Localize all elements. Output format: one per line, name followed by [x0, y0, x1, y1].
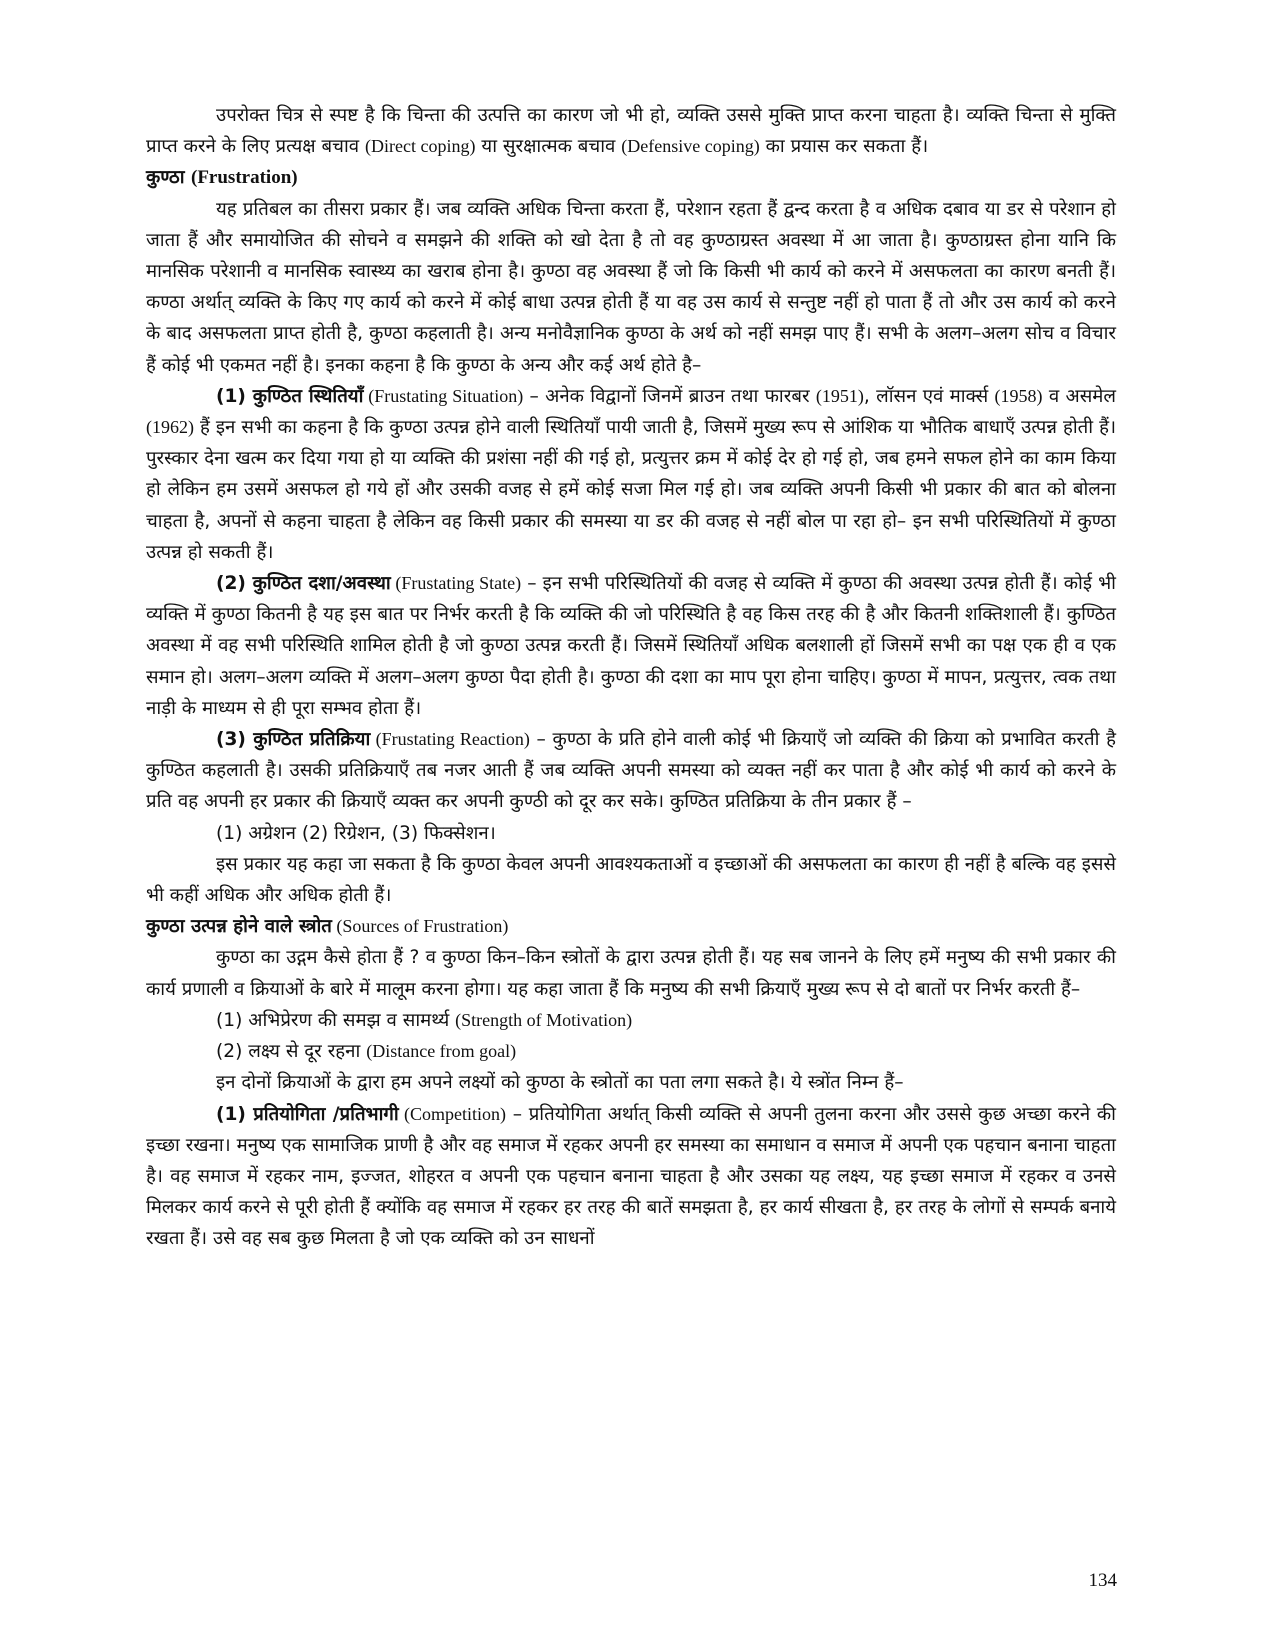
subsection-competition — [146, 1099, 1116, 1255]
subsection-english-term: (Frustating Reaction) — [370, 729, 530, 750]
subsection-english-term: (Competition) — [398, 1103, 507, 1124]
list-item — [146, 1005, 1116, 1036]
list-item — [146, 1036, 1116, 1067]
heading-hindi: कुण्ठा उत्पन्न होने वाले स्त्रोत — [146, 916, 332, 938]
heading-english: (Frustration) — [191, 167, 298, 189]
subsection-english-term: (Frustating State) — [390, 573, 522, 594]
direct-coping-term: (Direct coping) — [365, 136, 476, 157]
list-item-hindi: (1) अभिप्रेरण की समझ व सामर्थ्य — [216, 1009, 456, 1031]
subsection-text: – प्रतियोगिता अर्थात् किसी व्यक्ति से अपनी तुलना करना और उससे कुछ अच्छा करने की इच्छा रखना। मनुष्य एक सामाजिक प्राणी है और वह समाज में रहकर अपनी हर समस्या का समाधान व समाज में अपनी एक पहचान बनाना चाहता है। वह समाज में रहकर नाम, इज्जत, शोहरत व अपनी एक पहचान बनाना चाहता है और उसका यह लक्ष्य, यह इच्छा समाज में रहकर व उनसे मिलकर कार्य करने से पूरी होती हैं क्योंकि वह समाज में रहकर हर तरह की बातें समझता है, हर कार्य सीखता है, हर तरह के लोगों से सम्पर्क बनाये रखता हैं। उसे वह सब कुछ मिलता है जो एक व्यक्ति को उन साधनों — [146, 1103, 1116, 1250]
year-citation: (1962) — [146, 417, 194, 438]
sources-intro-paragraph: इन दोनों क्रियाओं के द्वारा हम अपने लक्ष्यों को कुण्ठा के स्त्रोतों का पता लगा सकते है। ये स्त्रोंत निम्न हैं– — [216, 1072, 904, 1094]
page-number: 134 — [1088, 1570, 1117, 1591]
list-item-english: (Strength of Motivation) — [455, 1009, 633, 1030]
section-heading-frustration — [146, 162, 1116, 193]
subsection-text: – इन सभी परिस्थितियों की वजह से व्यक्ति में कुण्ठा की अवस्था उत्पन्न होती हैं। कोई भी व्यक्ति में कुण्ठा कितनी है यह इस बात पर निर्भर करती है कि व्यक्ति की जो परिस्थिति है वह किस तरह की है और कितनी शक्तिशाली हैं। कुण्ठित अवस्था में वह सभी परिस्थिति शामिल होती है जो कुण्ठा उत्पन्न करती हैं। जिसमें स्थितियाँ अधिक बलशाली हों जिसमें सभी का पक्ष एक ही व एक समान हो। अलग–अलग व्यक्ति में अलग–अलग कुण्ठा पैदा होती है। कुण्ठा की दशा का माप पूरा होना चाहिए। कुण्ठा में मापन, प्रत्युत्तर, त्वक तथा नाड़ी के माध्यम से ही पूरा सम्भव होता हैं। — [146, 573, 1116, 719]
list-item-english: (Distance from goal) — [366, 1041, 517, 1062]
subsection-text: हैं इन सभी का कहना है कि कुण्ठा उत्पन्न होने वाली स्थितियाँ पायी जाती है, जिसमें मुख्य रूप से आंशिक या भौतिक बाधाएँ उत्पन्न होती हैं। पुरस्कार देना खत्म कर दिया गया हो या व्यक्ति की प्रशंसा नहीं की गई हो, प्रत्युत्तर क्रम में कोई देर हो गई हो, जब हमने सफल होने का काम किया हो लेकिन हम उसमें असफल हो गये हों और उसकी वजह से हमें कोई सजा मिल गई हो। जब व्यक्ति अपनी किसी भी प्रकार की बात को बोलना चाहता है, अपनों से कहना चाहता है लेकिन वह किसी प्रकार की समस्या या डर की वजह से नहीं बोल पा रहा हो– इन सभी परिस्थितियों में कुण्ठा उत्पन्न हो सकती हैं। — [146, 417, 1116, 563]
sources-paragraph: कुण्ठा का उद्गम कैसे होता हैं ? व कुण्ठा किन–किन स्त्रोतों के द्वारा उत्पन्न होती हैं। यह सब जानने के लिए हमें मनुष्य की सभी प्रकार की कार्य प्रणाली व क्रियाओं के बारे में मालूम करना होगा। यह कहा जाता हैं कि मनुष्य की सभी क्रियाएँ मुख्य रूप से दो बातों पर निर्भर करती हैं– — [146, 947, 1116, 1000]
frustration-paragraph: यह प्रतिबल का तीसरा प्रकार हैं। जब व्यक्ति अधिक चिन्ता करता हैं, परेशान रहता हैं द्वन्द करता है व अधिक दबाव या डर से परेशान हो जाता हैं और समायोजित की सोचने व समझने की शक्ति को खो देता है तो वह कुण्ठाग्रस्त अवस्था में आ जाता है। कुण्ठाग्रस्त होना यानि कि मानसिक परेशानी व मानसिक स्वास्थ्य का खराब होना है। कुण्ठा वह अवस्था हैं जो कि किसी भी कार्य को करने में असफलता का कारण बनती हैं। कण्ठा अर्थात् व्यक्ति के किए गए कार्य को करने में कोई बाधा उत्पन्न होती हैं या वह उस कार्य से सन्तुष्ट नहीं हो पाता हैं तो और उस कार्य को करने के बाद असफलता प्राप्त होती है, कुण्ठा कहलाती है। अन्य मनोवैज्ञानिक कुण्ठा के अर्थ को नहीं समझ पाए हैं। सभी के अलग–अलग सोच व विचार हैं कोई भी एकमत नहीं है। इनका कहना है कि कुण्ठा के अन्य और कई अर्थ होते है– — [146, 198, 1116, 376]
page-content — [146, 100, 1116, 1255]
year-citation: (1958) — [994, 385, 1043, 406]
section-heading-sources — [146, 911, 1116, 942]
subsection-reaction — [146, 724, 1116, 818]
heading-english: (Sources of Frustration) — [331, 916, 509, 937]
list-item-hindi: (2) लक्ष्य से दूर रहना — [216, 1041, 367, 1063]
subsection-situation — [146, 381, 1116, 568]
subsection-text: , लॉसन एवं मार्क्स — [863, 385, 995, 407]
subsection-heading: (1) कुण्ठित स्थितियाँ — [216, 385, 364, 407]
subsection-heading: (3) कुण्ठित प्रतिक्रिया — [216, 729, 371, 751]
subsection-heading: (1) प्रतियोगिता /प्रतिभागी — [216, 1103, 399, 1125]
intro-text-2: या सुरक्षात्मक बचाव — [475, 136, 622, 158]
intro-text-3: का प्रयास कर सकता हैं। — [759, 136, 929, 158]
subsection-text: – कुण्ठा के प्रति होने वाली कोई भी क्रियाएँ जो व्यक्ति की क्रिया को प्रभावित करती है कुण्ठित कहलाती है। उसकी प्रतिक्रियाएँ तब नजर आती हैं जब व्यक्ति अपनी समस्या को व्यक्त नहीं कर पाता है और कोई भी कार्य को करने के प्रति वह अपनी हर प्रकार की क्रियाएँ व्यक्त कर अपनी कुण्ठी को दूर कर सके। कुण्ठित प्रतिक्रिया के तीन प्रकार हैं – — [146, 729, 1116, 813]
intro-paragraph — [146, 100, 1116, 162]
defensive-coping-term: (Defensive coping) — [621, 136, 760, 157]
subsection-heading: (2) कुण्ठित दशा/अवस्था — [216, 573, 391, 595]
intro-text: उपरोक्त चित्र से स्पष्ट है कि चिन्ता की उत्पत्ति का कारण जो भी हो, व्यक्ति उससे मुक्ति प्राप्त करना चाहता है। व्यक्ति चिन्ता से मुक्ति प्राप्त करने के लिए प्रत्यक्ष बचाव — [146, 105, 1116, 158]
subsection-english-term: (Frustating Situation) — [363, 385, 524, 406]
subsection-text: व असमेल — [1042, 385, 1117, 407]
conclusion-paragraph: इस प्रकार यह कहा जा सकता है कि कुण्ठा केवल अपनी आवश्यकताओं व इच्छाओं की असफलता का कारण ही नहीं है बल्कि वह इससे भी कहीं अधिक और अधिक होती हैं। — [146, 853, 1116, 907]
subsection-state — [146, 568, 1116, 724]
reaction-types-list: (1) अग्रेशन (2) रिग्रेशन, (3) फिक्सेशन। — [216, 822, 496, 844]
year-citation: (1951) — [815, 385, 864, 406]
subsection-text: – अनेक विद्वानों जिनमें ब्राउन तथा फारबर — [523, 385, 816, 407]
heading-hindi: कुण्ठा — [146, 167, 191, 189]
